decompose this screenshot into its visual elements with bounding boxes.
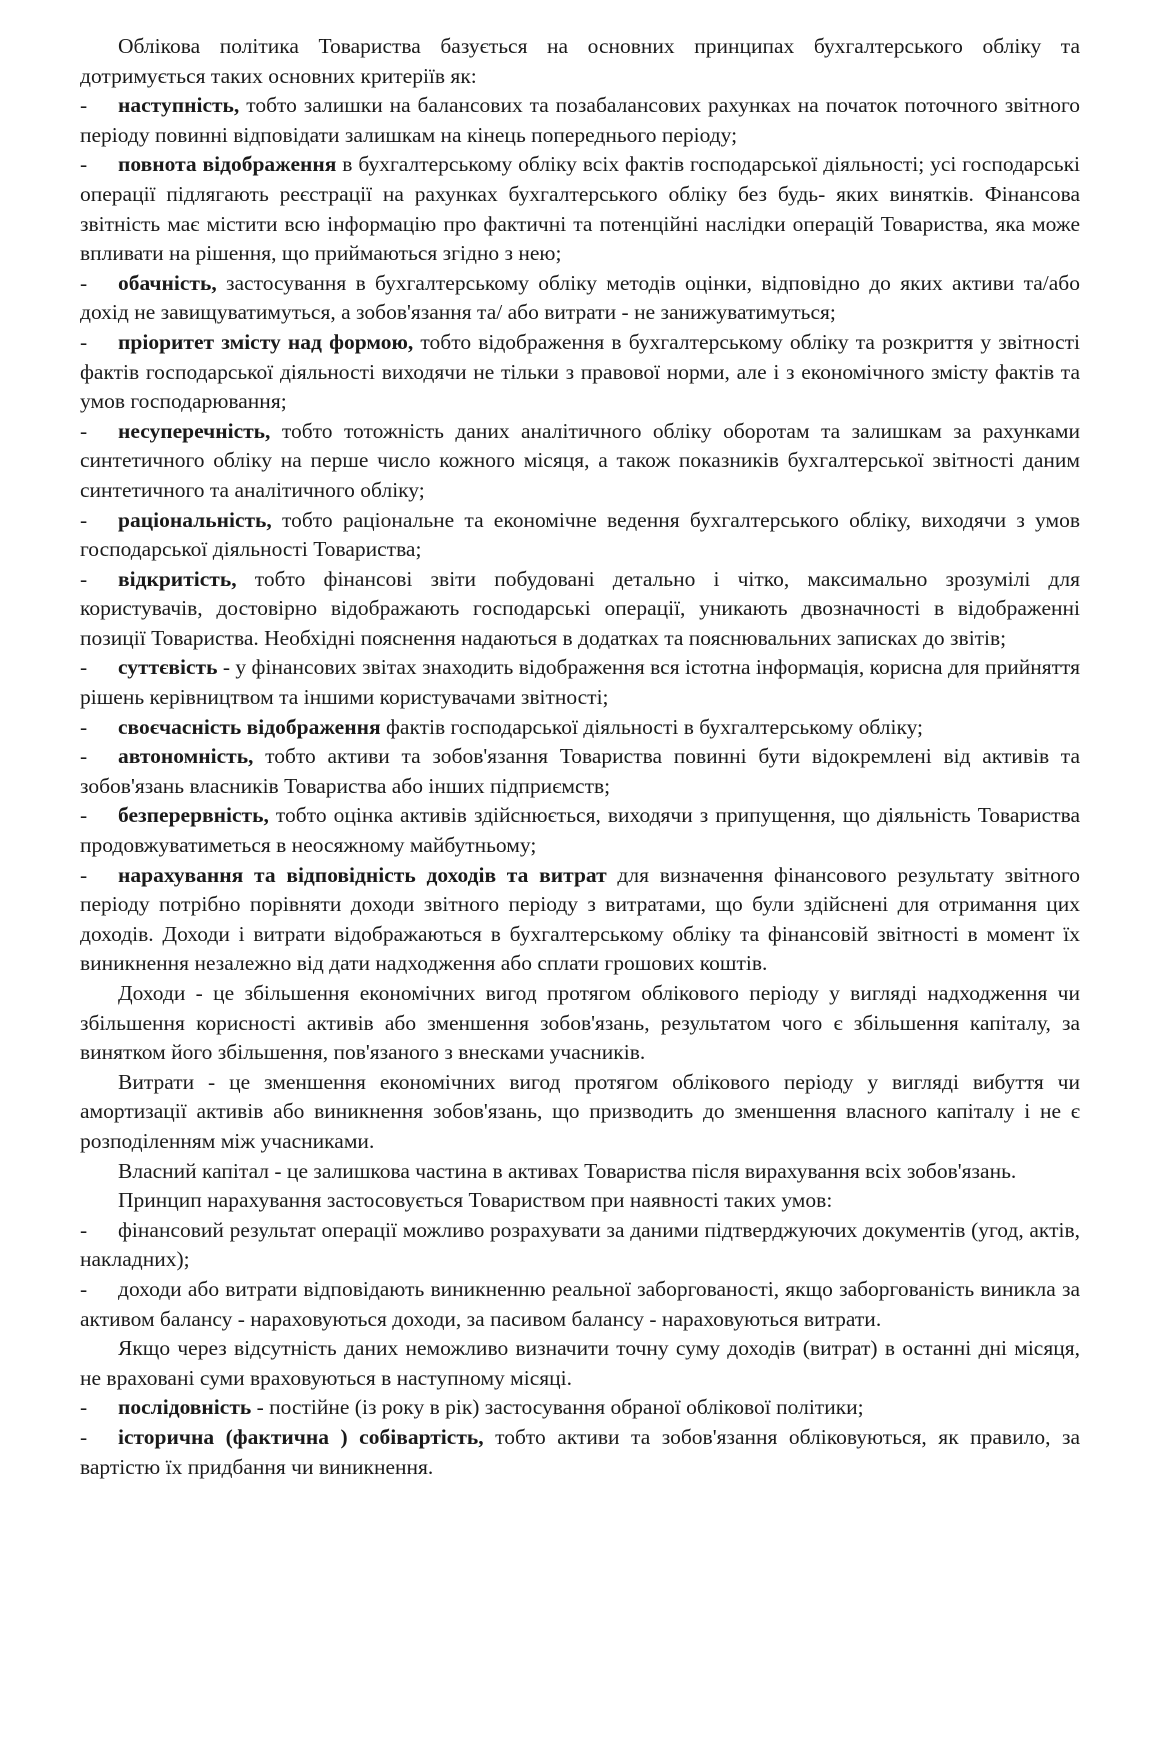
bullet-term: пріоритет змісту над формою, [118,329,414,354]
paragraph-text: тобто тотожність даних аналітичного обліку оборотам та залишкам за рахунками синтетичного обліку на перше число кожного місяця, а також показників бухгалтерської звітності даним синтетичного та аналітичного обліку; [80,418,1080,502]
paragraph [80,1157,1080,1187]
bullet-item [80,150,1080,268]
paragraph-text: Облікова політика Товариства базується на основних принципах бухгалтерського обліку та дотримується таких основних критеріїв як: [80,34,1080,88]
bullet-term: нарахування та відповідність доходів та витрат [118,862,607,887]
bullet-dash: - [80,566,88,591]
paragraph-text: застосування в бухгалтерському обліку методів оцінки, відповідно до яких активи та/або дохід не завищуватимуться, а зобов'язання та/ або витрати - не занижуватимуться; [80,270,1080,325]
bullet-item [80,713,1080,743]
bullet-dash: - [80,1395,88,1420]
bullet-term: несуперечність, [118,418,271,443]
paragraph-text: в бухгалтерському обліку всіх фактів господарської діяльності; усі господарські операції підлягають реєстрації на рахунках бухгалтерського обліку без будь- яких винятків. Фінансова звітність має містити всю інформацію про фактичні та потенційні наслідки операцій Товариства, яка може впливати на рішення, що приймаються згідно з нею; [80,152,1080,266]
bullet-dash: - [80,803,88,828]
bullet-item [80,328,1080,417]
paragraph-text: тобто залишки на балансових та позабалансових рахунках на початок поточного звітного періоду повинні відповідати залишкам на кінець попереднього періоду; [80,93,1080,147]
paragraph-text: тобто відображення в бухгалтерському обліку та розкриття у звітності фактів господарської діяльності виходячи не тільки з правової норми, але і з економічного змісту фактів та умов господарювання; [80,329,1080,414]
paragraph-text: для визначення фінансового результату звітного періоду потрібно порівняти доходи звітного періоду з витратами, що були здійснені для отримання цих доходів. Доходи і витрати відображаються в бухгалтерському обліку та фінансовій звітності в момент їх виникнення незалежно від дати надходження або сплати грошових коштів. [80,862,1080,976]
bullet-dash: - [80,655,88,680]
bullet-term: наступність, [118,93,240,118]
bullet-term: послідовність [118,1395,252,1420]
bullet-item [80,1423,1080,1482]
bullet-term: автономність, [118,744,254,769]
bullet-item [80,861,1080,979]
bullet-item [80,506,1080,565]
bullet-term: раціональність, [118,507,272,532]
bullet-dash: - [80,507,88,532]
paragraph-text: фактів господарської діяльності в бухгалтерському обліку; [380,714,924,739]
paragraph [80,1334,1080,1393]
bullet-term: відкритість, [118,566,237,591]
bullet-dash: - [80,1424,88,1449]
paragraph-text: тобто активи та зобов'язання Товариства повинні бути відокремлені від активів та зобов'язань власників Товариства або інших підприємств; [80,744,1080,798]
paragraph-text: тобто активи та зобов'язання обліковуються, як правило, за вартістю їх придбання чи виникнення. [80,1424,1080,1479]
paragraph-text: Доходи - це збільшення економічних вигод протягом облікового періоду у вигляді надходження чи збільшення корисності активів або зменшення зобов'язань, результатом чого є збільшення капіталу, за винятком його збільшення, пов'язаного з внесками учасників. [80,981,1080,1065]
document-body [80,32,1080,1482]
bullet-item [80,653,1080,712]
paragraph-text: - у фінансових звітах знаходить відображення вся істотна інформація, корисна для прийняття рішень керівництвом та іншими користувачами звітності; [80,655,1080,710]
bullet-dash: - [80,418,88,443]
bullet-term: безперервність, [118,803,269,828]
bullet-term: історична (фактична ) собівартість, [118,1424,484,1449]
bullet-dash: - [80,1217,88,1242]
bullet-dash: - [80,93,88,118]
paragraph-text: тобто фінансові звіти побудовані детально і чітко, максимально зрозумілі для користувачів, достовірно відображають господарські операції, уникають двозначності в відображенні позиції Товариства. Необхідні пояснення надаються в додатках та пояснювальних записках до звітів; [80,566,1080,650]
bullet-item [80,269,1080,328]
bullet-item [80,91,1080,150]
bullet-item [80,565,1080,654]
bullet-dash: - [80,862,88,887]
paragraph-text: Якщо через відсутність даних неможливо визначити точну суму доходів (витрат) в останні дні місяця, не враховані суми враховуються в наступному місяці. [80,1336,1080,1390]
paragraph-text: доходи або витрати відповідають виникненню реальної заборгованості, якщо заборгованість виникла за активом балансу - нараховуються доходи, за пасивом балансу - нараховуються витрати. [80,1276,1080,1331]
bullet-item [80,801,1080,860]
paragraph [80,32,1080,91]
bullet-dash: - [80,329,88,354]
paragraph [80,1186,1080,1216]
paragraph-text: фінансовий результат операції можливо розрахувати за даними підтверджуючих документів (угод, актів, накладних); [80,1217,1080,1272]
bullet-dash: - [80,1276,88,1301]
bullet-dash: - [80,152,88,177]
bullet-item [80,1275,1080,1334]
bullet-item [80,1216,1080,1275]
bullet-dash: - [80,714,88,739]
bullet-item [80,1393,1080,1423]
paragraph [80,1068,1080,1157]
paragraph [80,979,1080,1068]
bullet-dash: - [80,270,88,295]
bullet-term: повнота відображення [118,152,337,177]
bullet-dash: - [80,744,88,769]
bullet-item [80,742,1080,801]
paragraph-text: Принцип нарахування застосовується Товариством при наявності таких умов: [118,1188,833,1213]
paragraph-text: тобто оцінка активів здійснюється, виходячи з припущення, що діяльність Товариства продовжуватиметься в неосяжному майбутньому; [80,803,1080,858]
bullet-item [80,417,1080,506]
bullet-term: своєчасність відображення [118,714,381,739]
bullet-term: обачність, [118,270,217,295]
paragraph-text: Власний капітал - це залишкова частина в активах Товариства після вирахування всіх зобов'язань. [118,1158,1017,1183]
paragraph-text: - постійне (із року в рік) застосування обраної облікової політики; [251,1395,864,1420]
paragraph-text: Витрати - це зменшення економічних вигод протягом облікового періоду у вигляді вибуття чи амортизації активів або виникнення зобов'язань, що призводить до зменшення власного капіталу і не є розподіленням між учасниками. [80,1069,1080,1153]
paragraph-text: тобто раціональне та економічне ведення бухгалтерського обліку, виходячи з умов господарської діяльності Товариства; [80,507,1080,562]
bullet-term: суттєвість [118,655,218,680]
